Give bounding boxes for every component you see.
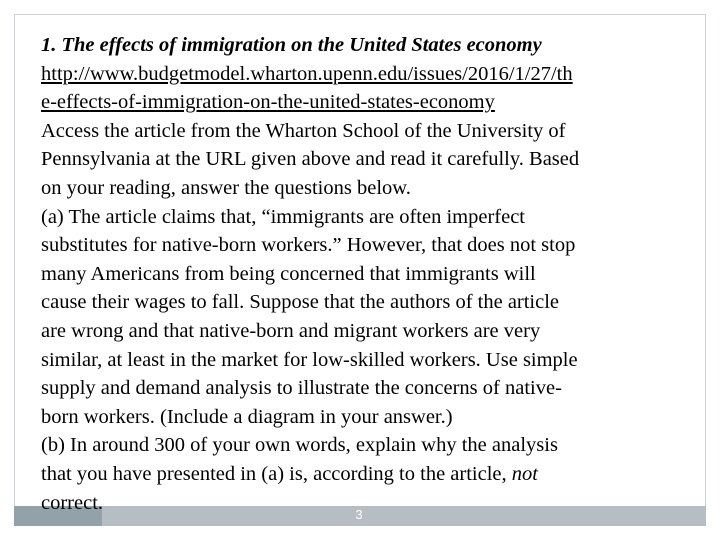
part-b-emphasis: not (511, 462, 538, 485)
intro-line: Pennsylvania at the URL given above and read it carefully. Based (41, 148, 580, 171)
part-a-line: substitutes for native-born workers.” However, that does not stop (41, 234, 576, 257)
part-b-last-line: correct. (41, 491, 104, 514)
part-b-line-2 (41, 460, 681, 489)
intro-line: Access the article from the Wharton School of the University of (41, 119, 566, 142)
part-a-line: supply and demand analysis to illustrate the concerns of native- (41, 377, 562, 400)
part-a-line: cause their wages to fall. Suppose that the authors of the article (41, 291, 560, 314)
slide-content (41, 31, 681, 517)
slide-number: 3 (355, 507, 363, 522)
part-a-line: born workers. (Include a diagram in your answer.) (41, 405, 453, 428)
article-url-line-2[interactable]: e-effects-of-immigration-on-the-united-states-economy (41, 91, 495, 114)
intro-line: on your reading, answer the questions below. (41, 176, 411, 199)
part-a-line: (a) The article claims that, “immigrants are often imperfect (41, 205, 526, 228)
part-a-line: are wrong and that native-born and migrant workers are very (41, 319, 541, 342)
question-heading: 1. The effects of immigration on the United States economy (41, 34, 542, 56)
article-url-line-1[interactable]: http://www.budgetmodel.wharton.upenn.edu/issues/2016/1/27/th (41, 62, 573, 85)
part-b-line: (b) In around 300 of your own words, explain why the analysis (41, 434, 558, 457)
part-b-line-2-text: that you have presented in (a) is, according to the article, (41, 462, 512, 485)
part-a-line: similar, at least in the market for low-skilled workers. Use simple (41, 348, 578, 371)
part-a-line: many Americans from being concerned that immigrants will (41, 262, 536, 285)
